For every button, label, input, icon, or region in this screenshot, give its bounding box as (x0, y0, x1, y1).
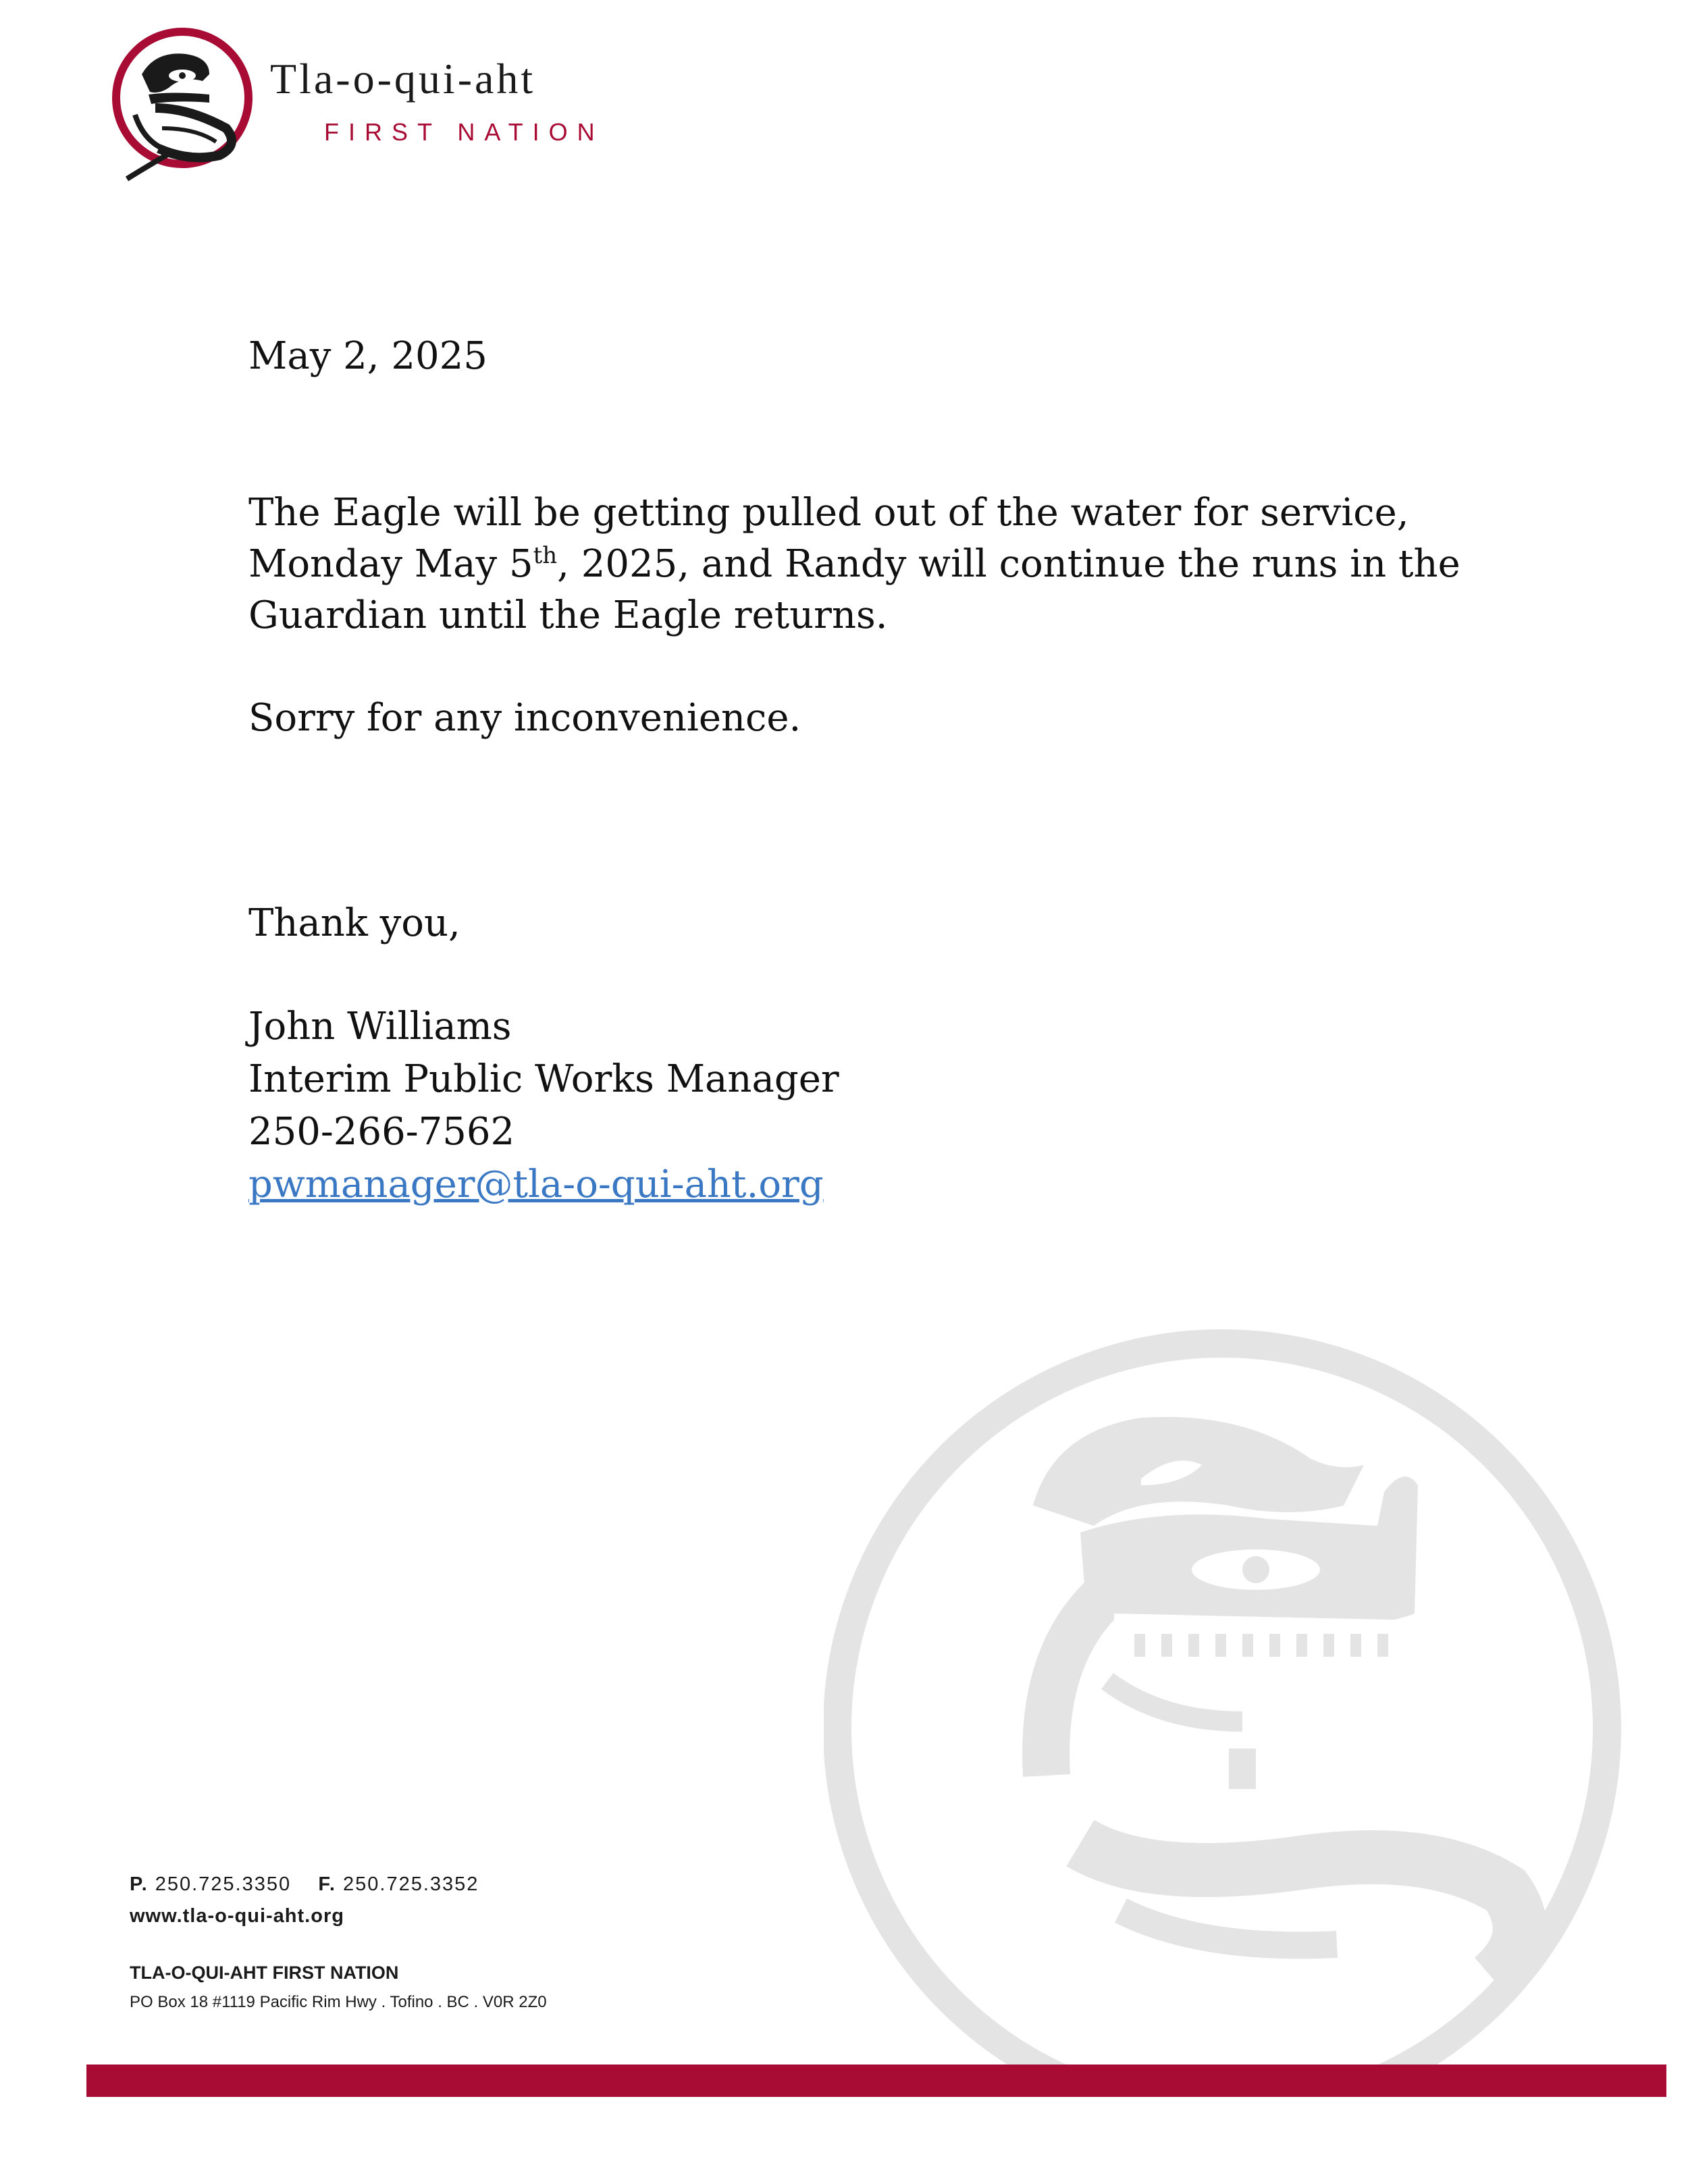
fax-label: F. (318, 1873, 336, 1895)
closing: Thank you, (248, 901, 460, 945)
signer-title: Interim Public Works Manager (248, 1057, 839, 1101)
org-logo-icon (108, 27, 257, 182)
footer-org-name: TLA-O-QUI-AHT FIRST NATION (130, 1963, 399, 1983)
signer-phone: 250-266-7562 (248, 1110, 515, 1154)
footer (130, 1873, 547, 2012)
body-paragraph (248, 487, 1464, 641)
letter-body (248, 331, 1464, 1211)
body-line-1: The Eagle will be getting pulled out of the water for service, (248, 491, 1409, 535)
body-line-2 (248, 539, 1464, 590)
fax-number: 250.725.3352 (343, 1873, 479, 1895)
body-line-2-post: , 2025, and Randy will continue the runs in the (557, 542, 1460, 586)
letter-date: May 2, 2025 (248, 334, 487, 378)
phone-label: P. (130, 1873, 149, 1895)
footer-address: PO Box 18 #1119 Pacific Rim Hwy . Tofino . BC . V0R 2Z0 (130, 1993, 547, 2011)
ordinal-suffix: th (533, 542, 558, 569)
signer-name: John Williams (248, 1005, 512, 1048)
org-subtitle: FIRST NATION (324, 118, 604, 146)
watermark-emblem-icon (824, 1303, 1688, 2066)
footer-brand-bar (86, 2065, 1666, 2097)
org-name: Tla-o-qui-aht (270, 55, 536, 103)
footer-contact-line (130, 1873, 547, 1896)
phone-number: 250.725.3350 (155, 1873, 292, 1895)
apology-line: Sorry for any inconvenience. (248, 696, 801, 740)
footer-website[interactable]: www.tla-o-qui-aht.org (130, 1905, 344, 1927)
body-line-2-pre: Monday May 5 (248, 542, 533, 586)
body-line-3: Guardian until the Eagle returns. (248, 593, 888, 637)
signer-email-link[interactable]: pwmanager@tla-o-qui-aht.org (248, 1163, 824, 1206)
